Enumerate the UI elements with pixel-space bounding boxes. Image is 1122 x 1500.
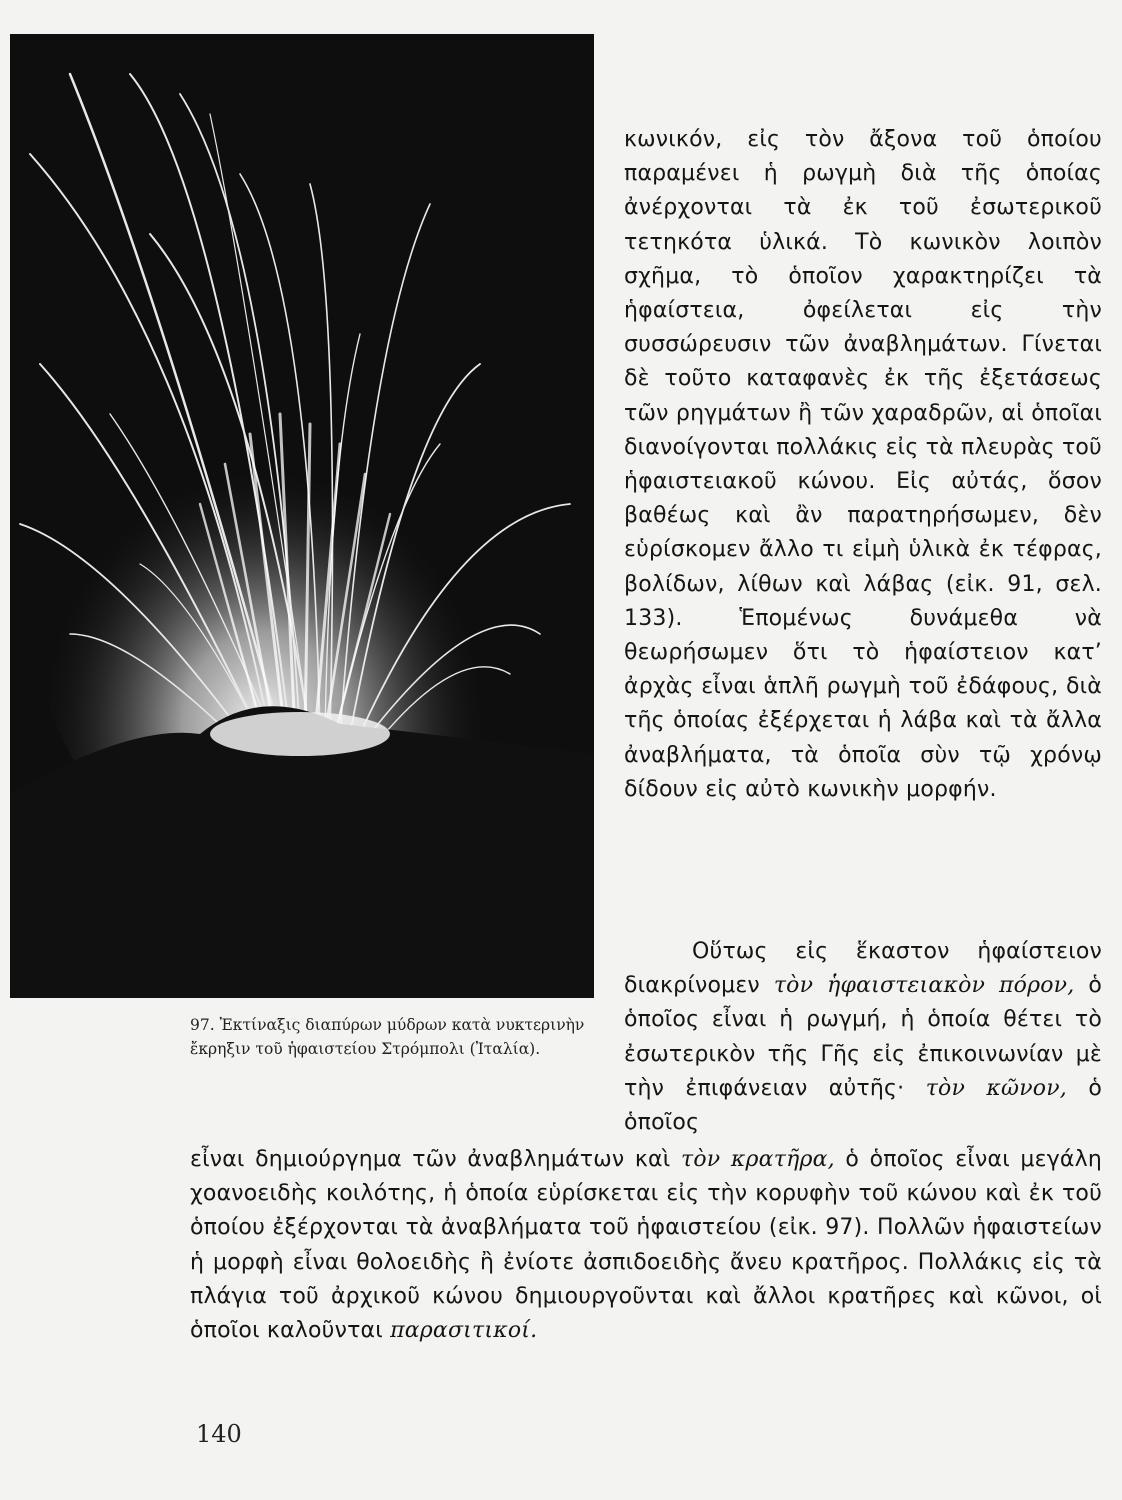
eruption-photo bbox=[10, 34, 594, 998]
eruption-photo-graphic bbox=[10, 34, 594, 998]
para2-text-2: ὁ ὁποῖος εἶναι ἡ ρωγμή, ἡ ὁποία θέτει τὸ ἐσωτερικὸν τῆς Γῆς εἰς ἐπικοινωνίαν μὲ τὴν ἐπιφάνειαν αὐτῆς· bbox=[624, 973, 1102, 1101]
page-number: 140 bbox=[196, 1420, 242, 1448]
body-column-text: κωνικόν, εἰς τὸν ἄξονα τοῦ ὁποίου παραμένει ἡ ρωγμὴ διὰ τῆς ὁποίας ἀνέρχονται τὰ ἐκ τοῦ ἐσωτερικοῦ τετηκότα ὑλικά. Τὸ κωνικὸν λοιπὸν σχῆμα, τὸ ὁποῖον χαρακτηρίζει τὰ ἡφαίστεια, ὀφείλεται εἰς τὴν συσσώρευσιν τῶν ἀναβλημάτων. Γίνεται δὲ τοῦτο καταφανὲς ἐκ τῆς ἐξετάσεως τῶν ρηγμάτων ἢ τῶν χαραδρῶν, αἱ ὁποῖαι διανοίγονται πολλάκις εἰς τὰ πλευρὰς τοῦ ἡφαιστειακοῦ κώνου. Εἰς αὐτάς, ὅσον βαθέως καὶ ἂν παρατηρήσωμεν, δὲν εὑρίσκομεν ἄλλο τι εἰμὴ ὑλικὰ ἐκ τέφρας, βολίδων, λίθων καὶ λάβας (εἰκ. 91, σελ. 133). Ἑπομένως δυνάμεθα νὰ θεωρήσωμεν ὅτι τὸ ἡφαίστειον κατ’ ἀρχὰς εἶναι ἁπλῆ ρωγμὴ τοῦ ἐδάφους, διὰ τῆς ὁποίας ἐξέρχεται ἡ λάβα καὶ τὰ ἄλλα ἀναβλήματα, τὰ ὁποῖα σὺν τῷ χρόνῳ δίδουν εἰς αὐτὸ κωνικὴν μορφήν. bbox=[624, 127, 1102, 802]
figure-caption: 97. Ἐκτίναξις διαπύρων μύδρων κατὰ νυκτερινὴν ἔκρηξιν τοῦ ἡφαιστείου Στρόμπολι (Ἰταλία). bbox=[190, 1016, 585, 1058]
para2-text-5: ὁ ὁποῖος εἶναι μεγάλη χοανοειδὴς κοιλότης, ἡ ὁποία εὑρίσκεται εἰς τὴν κορυφὴν τοῦ κώνου καὶ ἐκ τοῦ ὁποίου ἐξέρχονται τὰ ἀναβλήματα τοῦ ἡφαιστείου (εἰκ. 97). Πολλῶν ἡφαιστείων ἡ μορφὴ εἶναι θολοειδὴς ἢ ἐνίοτε ἀσπιδοειδὴς ἄνευ κρατῆρος. Πολλάκις εἰς τὰ πλάγια τοῦ ἀρχικοῦ κώνου δημιουργοῦνται καὶ ἄλλοι κρατῆρες καὶ κῶνοι, οἱ ὁποῖοι καλοῦνται bbox=[190, 1147, 1102, 1344]
para2-text-3: ὁ ὁποῖος bbox=[624, 1075, 1102, 1136]
term-cone: τὸν κῶνον, bbox=[925, 1075, 1067, 1101]
term-parasitic: παρασιτικοί. bbox=[390, 1318, 538, 1344]
para2-text-4: εἶναι δημιούργημα τῶν ἀναβλημάτων καὶ bbox=[190, 1147, 681, 1172]
paragraph-volcano-parts-end bbox=[190, 1143, 1102, 1348]
paragraph-volcano-parts-inner bbox=[624, 935, 1102, 1140]
term-volcanic-vent: τὸν ἡφαιστειακὸν πόρον, bbox=[773, 973, 1075, 999]
para2-text-1: Οὕτως εἰς ἕκαστον ἡφαίστειον διακρίνομεν bbox=[624, 939, 1102, 999]
term-crater: τὸν κρατῆρα, bbox=[680, 1147, 835, 1172]
paragraph-volcano-parts-start bbox=[624, 935, 1102, 1140]
